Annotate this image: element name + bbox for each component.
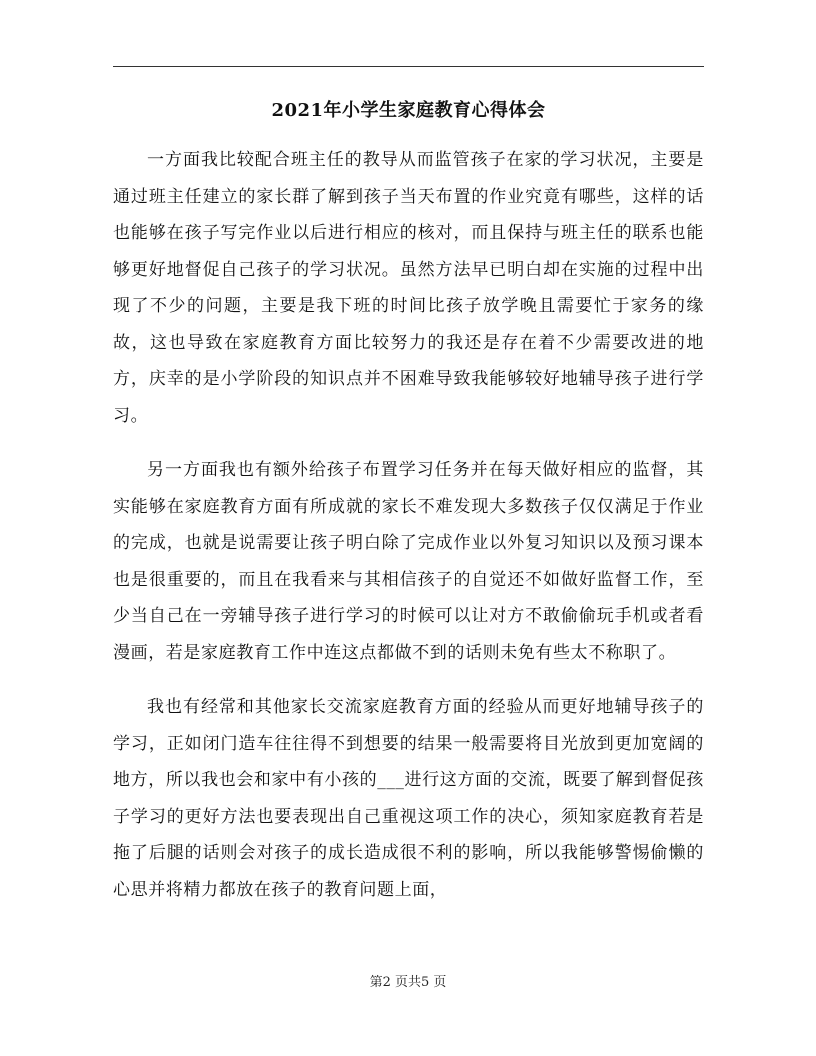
document-body <box>113 142 704 926</box>
document-title: 2021年小学生家庭教育心得体会 <box>271 100 546 121</box>
page-number-footer: 第2 页共5 页 <box>369 975 447 990</box>
paragraph-3: 我也有经常和其他家长交流家庭教育方面的经验从而更好地辅导孩子的学习，正如闭门造车往往得不到想要的结果一般需要将目光放到更加宽阔的地方，所以我也会和家中有小孩的___进行这方面的交流，既要了解到督促孩子学习的更好方法也要表现出自己重视这项工作的决心，须知家庭教育若是拖了后腿的话则会对孩子的成长造成很不利的影响，所以我能够警惕偷懒的心思并将精力都放在孩子的教育问题上面， <box>113 697 704 900</box>
header-rule <box>113 66 704 67</box>
paragraph-1: 一方面我比较配合班主任的教导从而监管孩子在家的学习状况，主要是通过班主任建立的家长群了解到孩子当天布置的作业究竟有哪些，这样的话也能够在孩子写完作业以后进行相应的核对，而且保持与班主任的联系也能够更好地督促自己孩子的学习状况。虽然方法早已明白却在实施的过程中出现了不少的问题，主要是我下班的时间比孩子放学晚且需要忙于家务的缘故，这也导致在家庭教育方面比较努力的我还是存在着不少需要改进的地方，庆幸的是小学阶段的知识点并不困难导致我能够较好地辅导孩子进行学习。 <box>113 150 704 426</box>
paragraph-2: 另一方面我也有额外给孩子布置学习任务并在每天做好相应的监督，其实能够在家庭教育方面有所成就的家长不难发现大多数孩子仅仅满足于作业的完成，也就是说需要让孩子明白除了完成作业以外复习知识以及预习课本也是很重要的，而且在我看来与其相信孩子的自觉还不如做好监督工作，至少当自己在一旁辅导孩子进行学习的时候可以让对方不敢偷偷玩手机或者看漫画，若是家庭教育工作中连这点都做不到的话则未免有些太不称职了。 <box>113 460 704 663</box>
